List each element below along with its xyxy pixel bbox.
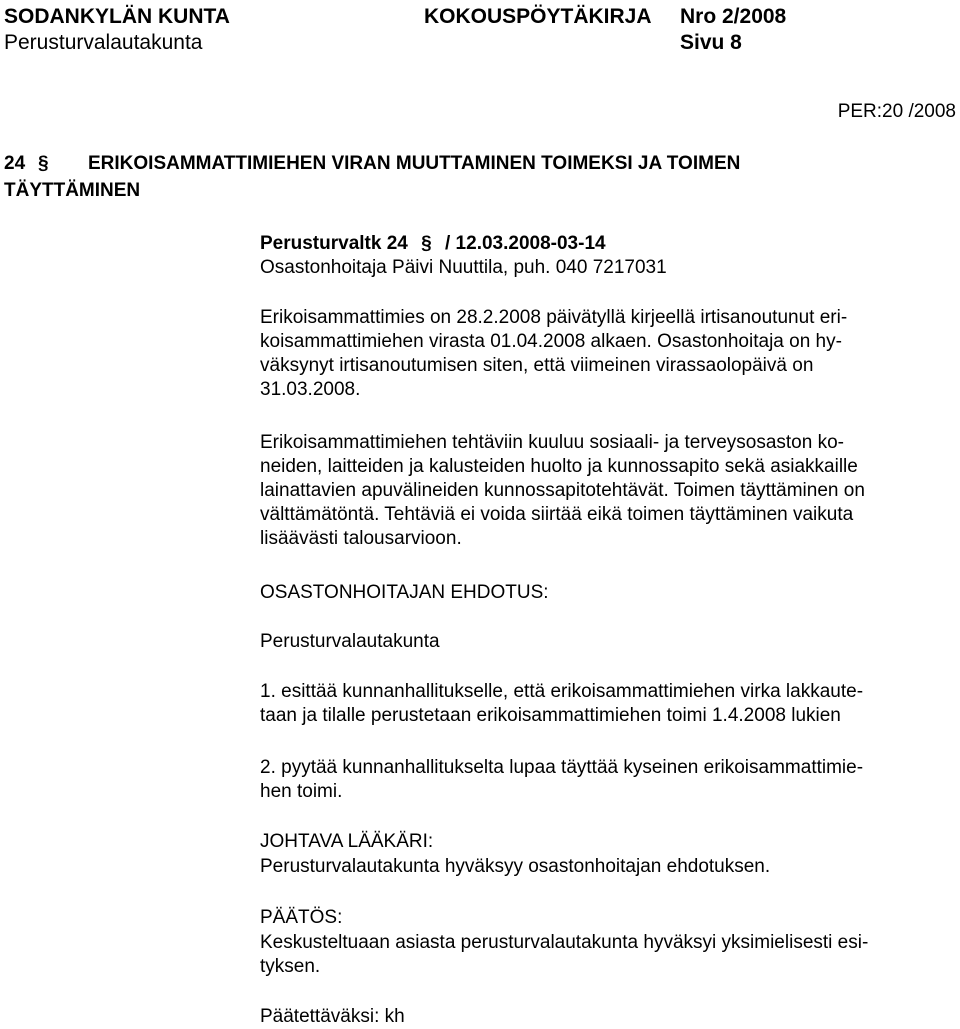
- proposal-heading: OSASTONHOITAJAN EHDOTUS:: [260, 582, 549, 603]
- proposal-subject: Perusturvalautakunta: [260, 631, 440, 652]
- paragraph-line: väksynyt irtisanoutumisen siten, että viimeinen virassaolopäivä on: [260, 355, 814, 376]
- municipality-name: SODANKYLÄN KUNTA: [4, 5, 230, 28]
- item-title-line1: ERIKOISAMMATTIMIEHEN VIRAN MUUTTAMINEN TOIMEKSI JA TOIMEN: [88, 153, 741, 174]
- proposal-item-1: [260, 680, 960, 728]
- section-sign: §: [38, 153, 49, 174]
- reference-contact: Osastonhoitaja Päivi Nuuttila, puh. 040 7217031: [260, 257, 667, 278]
- paragraph-line: välttämätöntä. Tehtäviä ei voida siirtää eikä toimen täyttäminen vaikuta: [260, 504, 854, 525]
- paragraph-line: Erikoisammattimies on 28.2.2008 päivätyllä kirjeellä irtisanoutunut eri-: [260, 307, 848, 328]
- board-name: Perusturvalautakunta: [4, 31, 203, 54]
- item-title-line2: TÄYTTÄMINEN: [4, 180, 141, 201]
- paragraph-line: Keskusteltuaan asiasta perusturvalautakunta hyväksyi yksimielisesti esi-: [260, 932, 869, 953]
- paragraph-resignation: [260, 306, 960, 402]
- decision-text: [260, 931, 960, 979]
- page-number: Sivu 8: [680, 31, 742, 54]
- chief-physician-text: Perusturvalautakunta hyväksyy osastonhoitajan ehdotuksen.: [260, 856, 771, 877]
- paragraph-duties: [260, 431, 960, 551]
- paragraph-line: neiden, laitteiden ja kalusteiden huolto ja kunnossapito sekä asiakkaille: [260, 456, 858, 477]
- document-type: KOKOUSPÖYTÄKIRJA: [424, 5, 652, 28]
- chief-physician-heading: JOHTAVA LÄÄKÄRI:: [260, 831, 434, 852]
- paragraph-line: hen toimi.: [260, 781, 343, 802]
- paragraph-line: 2. pyytää kunnanhallitukselta lupaa täyttää kyseinen erikoisammattimie-: [260, 757, 864, 778]
- paragraph-line: 1. esittää kunnanhallitukselle, että erikoisammattimiehen virka lakkaute-: [260, 681, 864, 702]
- paragraph-line: taan ja tilalle perustetaan erikoisammattimiehen toimi 1.4.2008 lukien: [260, 705, 841, 726]
- decision-heading: PÄÄTÖS:: [260, 907, 343, 928]
- document-number: Nro 2/2008: [680, 5, 787, 28]
- proposal-item-2: [260, 756, 960, 804]
- paragraph-line: tyksen.: [260, 956, 321, 977]
- reference-line1: [260, 232, 606, 256]
- reference-date: / 12.03.2008-03-14: [445, 233, 606, 254]
- reference-section-sign: §: [421, 233, 432, 254]
- paragraph-line: lainattavien apuvälineiden kunnossapitotehtävät. Toimen täyttäminen on: [260, 480, 865, 501]
- paragraph-line: koisammattimiehen virasta 01.04.2008 alkaen. Osastonhoitaja on hy-: [260, 331, 842, 352]
- reference-code: PER:20 /2008: [837, 101, 956, 122]
- paragraph-line: Erikoisammattimiehen tehtäviin kuuluu sosiaali- ja terveysosaston ko-: [260, 432, 844, 453]
- paragraph-line: lisäävästi talousarvioon.: [260, 528, 462, 549]
- paragraph-line: 31.03.2008.: [260, 379, 361, 400]
- reference-prefix: Perusturvaltk 24: [260, 233, 408, 254]
- item-number: 24: [4, 153, 26, 174]
- executors-line: Päätettäväksi: kh: [260, 1006, 405, 1027]
